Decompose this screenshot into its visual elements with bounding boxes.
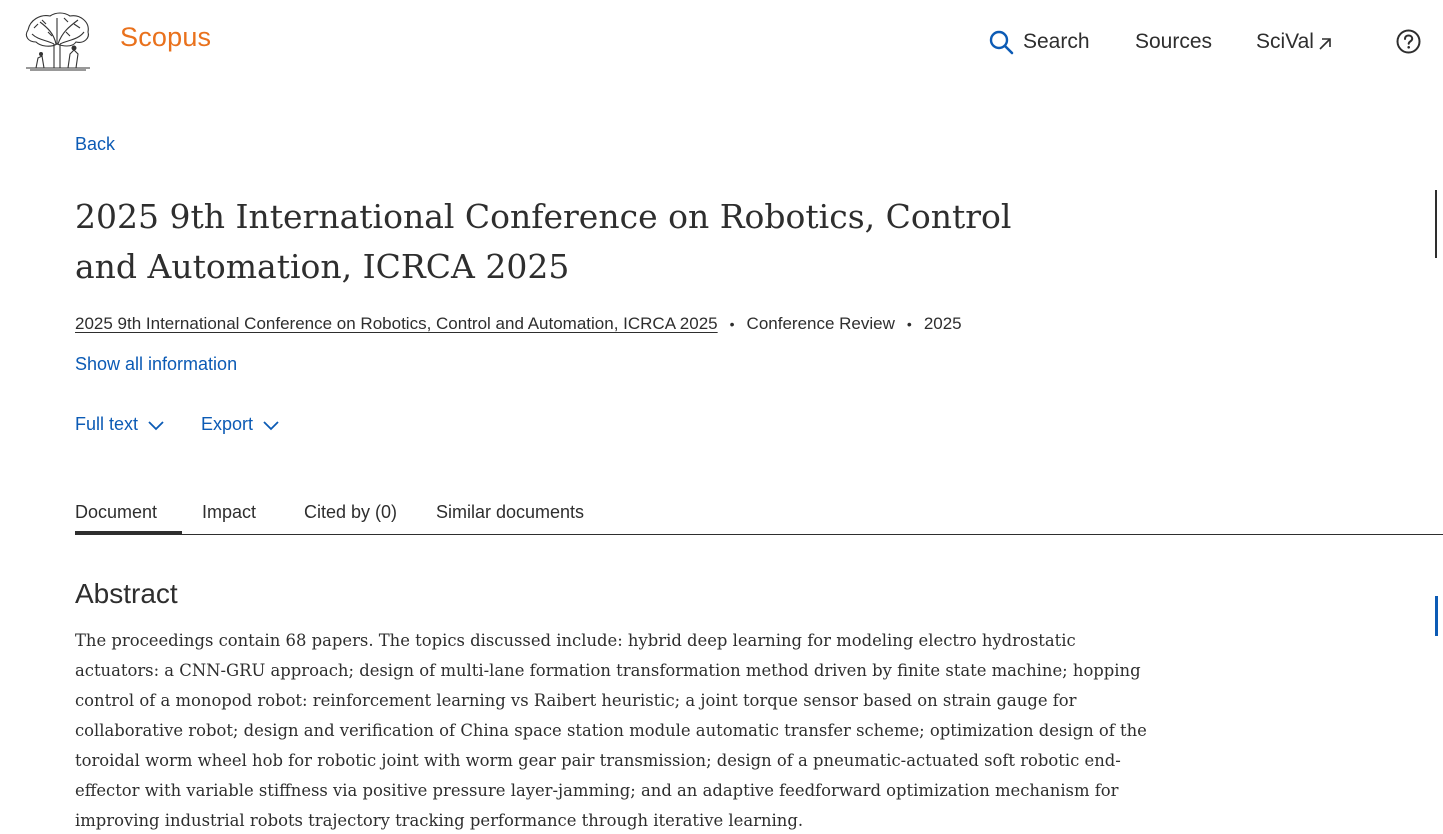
document-year: 2025: [923, 314, 962, 333]
nav-scival[interactable]: [1256, 26, 1333, 58]
scival-link[interactable]: [1256, 30, 1333, 54]
nav-sources[interactable]: [1135, 26, 1212, 58]
tab-impact[interactable]: Impact: [202, 502, 257, 522]
tab-cited-by[interactable]: Cited by (0): [304, 502, 398, 522]
document-type: Conference Review: [746, 314, 895, 333]
sources-link[interactable]: Sources: [1135, 30, 1213, 53]
export-label: Export: [201, 414, 254, 434]
tab-similar-documents[interactable]: Similar documents: [436, 502, 585, 522]
source-title-link[interactable]: 2025 9th International Conference on Robotics, Control and Automation, ICRCA 2025: [75, 314, 718, 333]
scroll-indicator: [1435, 190, 1437, 258]
tab-document[interactable]: Document: [75, 502, 182, 535]
full-text-label: Full text: [75, 414, 139, 434]
back-link[interactable]: Back: [75, 134, 116, 154]
external-link-icon: [1317, 36, 1333, 52]
help-icon[interactable]: [1396, 29, 1421, 54]
document-meta: [75, 314, 962, 334]
show-all-information-link[interactable]: Show all information: [75, 354, 238, 374]
abstract-heading: Abstract: [75, 578, 178, 609]
nav-search[interactable]: [988, 26, 1090, 58]
top-header: [0, 0, 1443, 84]
search-link[interactable]: [988, 29, 1090, 55]
search-icon: [988, 29, 1014, 55]
section-indicator: [1435, 596, 1438, 636]
elsevier-tree-logo[interactable]: [24, 10, 92, 72]
document-title: 2025 9th International Conference on Robotics, Control and Automation, ICRCA 2025: [75, 197, 1012, 286]
scival-label: SciVal: [1256, 30, 1314, 53]
scopus-brand[interactable]: Scopus: [120, 22, 212, 52]
abstract-text: The proceedings contain 68 papers. The topics discussed include: hybrid deep learning for modeling electro hydrostatic actuators: a CNN-GRU approach; design of multi-lane formation transformation method driven by finite state machine; hopping control of a monopod robot: reinforcement learning vs Raibert heuristic; a joint torque sensor based on strain gauge for collaborative robot; design and verification of China space station module automatic transfer scheme; optimization design of the toroidal worm wheel hob for robotic joint with worm gear pair transmission; design of a pneumatic-actuated soft robotic end-effector with variable stiffness via positive pressure layer-jamming; and an adaptive feedforward optimization mechanism for improving industrial robots trajectory tracking performance through iterative learning.: [75, 631, 1147, 830]
full-text-button[interactable]: [75, 414, 165, 435]
export-button[interactable]: [201, 414, 280, 435]
chevron-down-icon: [262, 417, 280, 435]
search-label: Search: [1023, 30, 1090, 53]
chevron-down-icon: [147, 417, 165, 435]
meta-separator: •: [906, 316, 912, 332]
meta-separator: •: [729, 316, 735, 332]
document-tabs: [75, 496, 1443, 535]
